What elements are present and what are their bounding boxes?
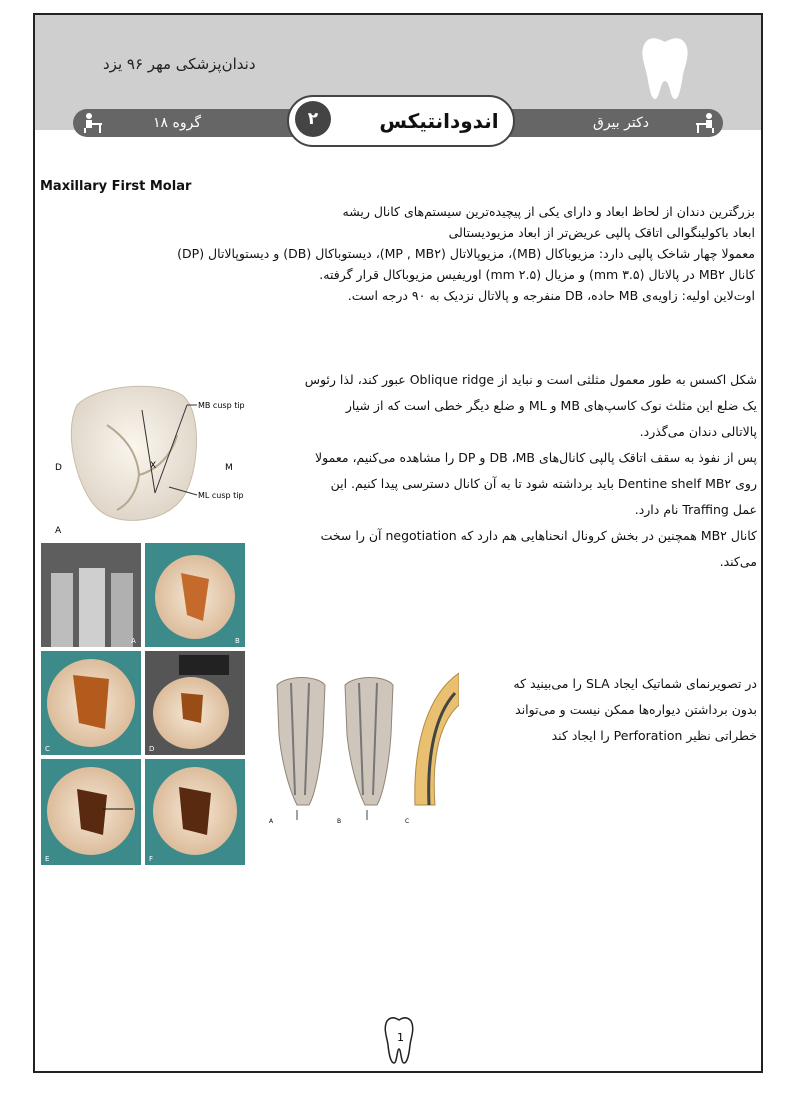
root-canal-schematic bbox=[267, 665, 459, 825]
intro-line: معمولا چهار شاخک پالپی دارد: مزیوباکال (MB)، مزیوپالاتال (MP , MB۲)، دیستوباکال (DB) و دیستوپالاتال (DP) bbox=[177, 246, 755, 261]
sla-line: بدون برداشتن دیواره‌ها ممکن نیست و می‌تواند bbox=[515, 702, 757, 717]
person-at-desk-icon bbox=[81, 112, 103, 134]
figure-a-label: A bbox=[55, 526, 62, 535]
person-at-desk-icon bbox=[695, 112, 717, 134]
access-line: یک ضلع این مثلث نوک کاسپ‌های MB و ML و ضلع دیگر خطی است که از شیار bbox=[345, 398, 757, 413]
section-heading: Maxillary First Molar bbox=[40, 179, 192, 194]
intro-line: ابعاد باکولینگوالی اتاقک پالپی عریض‌تر از ابعاد مزیودیستالی bbox=[448, 225, 755, 240]
tooth-outline-icon bbox=[382, 1015, 416, 1065]
subject-title: اندودانتیکس bbox=[379, 109, 499, 133]
page-number: 1 bbox=[397, 1031, 404, 1044]
sla-line: در تصویرنمای شماتیک ایجاد SLA را می‌بینید که bbox=[513, 676, 757, 691]
access-line: عمل Traffing نام دارد. bbox=[634, 502, 757, 517]
schematic-label: C bbox=[405, 818, 410, 825]
photo-label: D bbox=[149, 745, 155, 753]
clinical-photo-grid bbox=[41, 543, 245, 865]
molar-occlusal-figure bbox=[47, 375, 247, 535]
sla-line: خطراتی نظیر Perforation را ایجاد کند bbox=[551, 728, 757, 743]
sla-paragraph bbox=[465, 671, 757, 749]
page-frame bbox=[33, 13, 763, 1073]
intro-line: اوت‌لاین اولیه: زاویه‌ی MB حاده، DB منفرجه و پالاتال نزدیک به ۹۰ درجه است. bbox=[347, 288, 755, 303]
access-line: شکل اکسس به طور معمول مثلثی است و نباید از Oblique ridge عبور کند، لذا رئوس bbox=[304, 372, 757, 387]
session-number: ۲ bbox=[295, 101, 331, 137]
photo-label: A bbox=[131, 637, 136, 645]
schematic-label: B bbox=[337, 818, 342, 825]
photo-label: C bbox=[45, 745, 50, 753]
subject-pill bbox=[287, 95, 515, 147]
photo-label: B bbox=[235, 637, 240, 645]
access-line: پس از نفوذ به سقف اتاقک پالپی کانال‌های DB ،MB و DP را مشاهده می‌کنیم، معمولا bbox=[315, 450, 757, 465]
intro-line: بزرگترین دندان از لحاظ ابعاد و دارای یکی از پیچیده‌ترین سیستم‌های کانال ریشه bbox=[342, 204, 755, 219]
mesial-label: M bbox=[225, 463, 233, 473]
photo-label: E bbox=[45, 855, 50, 863]
access-line: کانال MB۲ همچنین در بخش کرونال انحناهایی هم دارد که negotiation آن را سخت bbox=[320, 528, 757, 543]
group-label: گروه ۱۸ bbox=[153, 115, 201, 131]
intro-line: کانال MB۲ در پالاتال (۳.۵ mm) و مزیال (۲.۵ mm) اوریفیس مزیوباکال قرار گرفته. bbox=[319, 267, 755, 282]
doctor-label: دکتر بیرق bbox=[593, 115, 650, 131]
access-line: می‌کند. bbox=[719, 554, 757, 569]
school-title: دندان‌پزشکی مهر ۹۶ یزد bbox=[103, 55, 256, 73]
tooth-icon bbox=[635, 33, 695, 103]
schematic-label: A bbox=[269, 818, 274, 825]
x-label: X bbox=[150, 461, 157, 471]
access-paragraph bbox=[265, 367, 757, 575]
access-line: روی Dentine shelf MB۲ باید برداشته شود تا به آن کانال دسترسی پیدا کنیم. این bbox=[330, 476, 757, 491]
intro-paragraph bbox=[43, 201, 755, 306]
photo-label: F bbox=[149, 855, 154, 863]
access-line: پالاتالی دندان می‌گذرد. bbox=[639, 424, 757, 439]
distal-label: D bbox=[55, 463, 62, 473]
mb-cusp-label: MB cusp tip bbox=[198, 401, 245, 410]
page-header bbox=[35, 15, 761, 133]
ml-cusp-label: ML cusp tip bbox=[198, 491, 244, 500]
